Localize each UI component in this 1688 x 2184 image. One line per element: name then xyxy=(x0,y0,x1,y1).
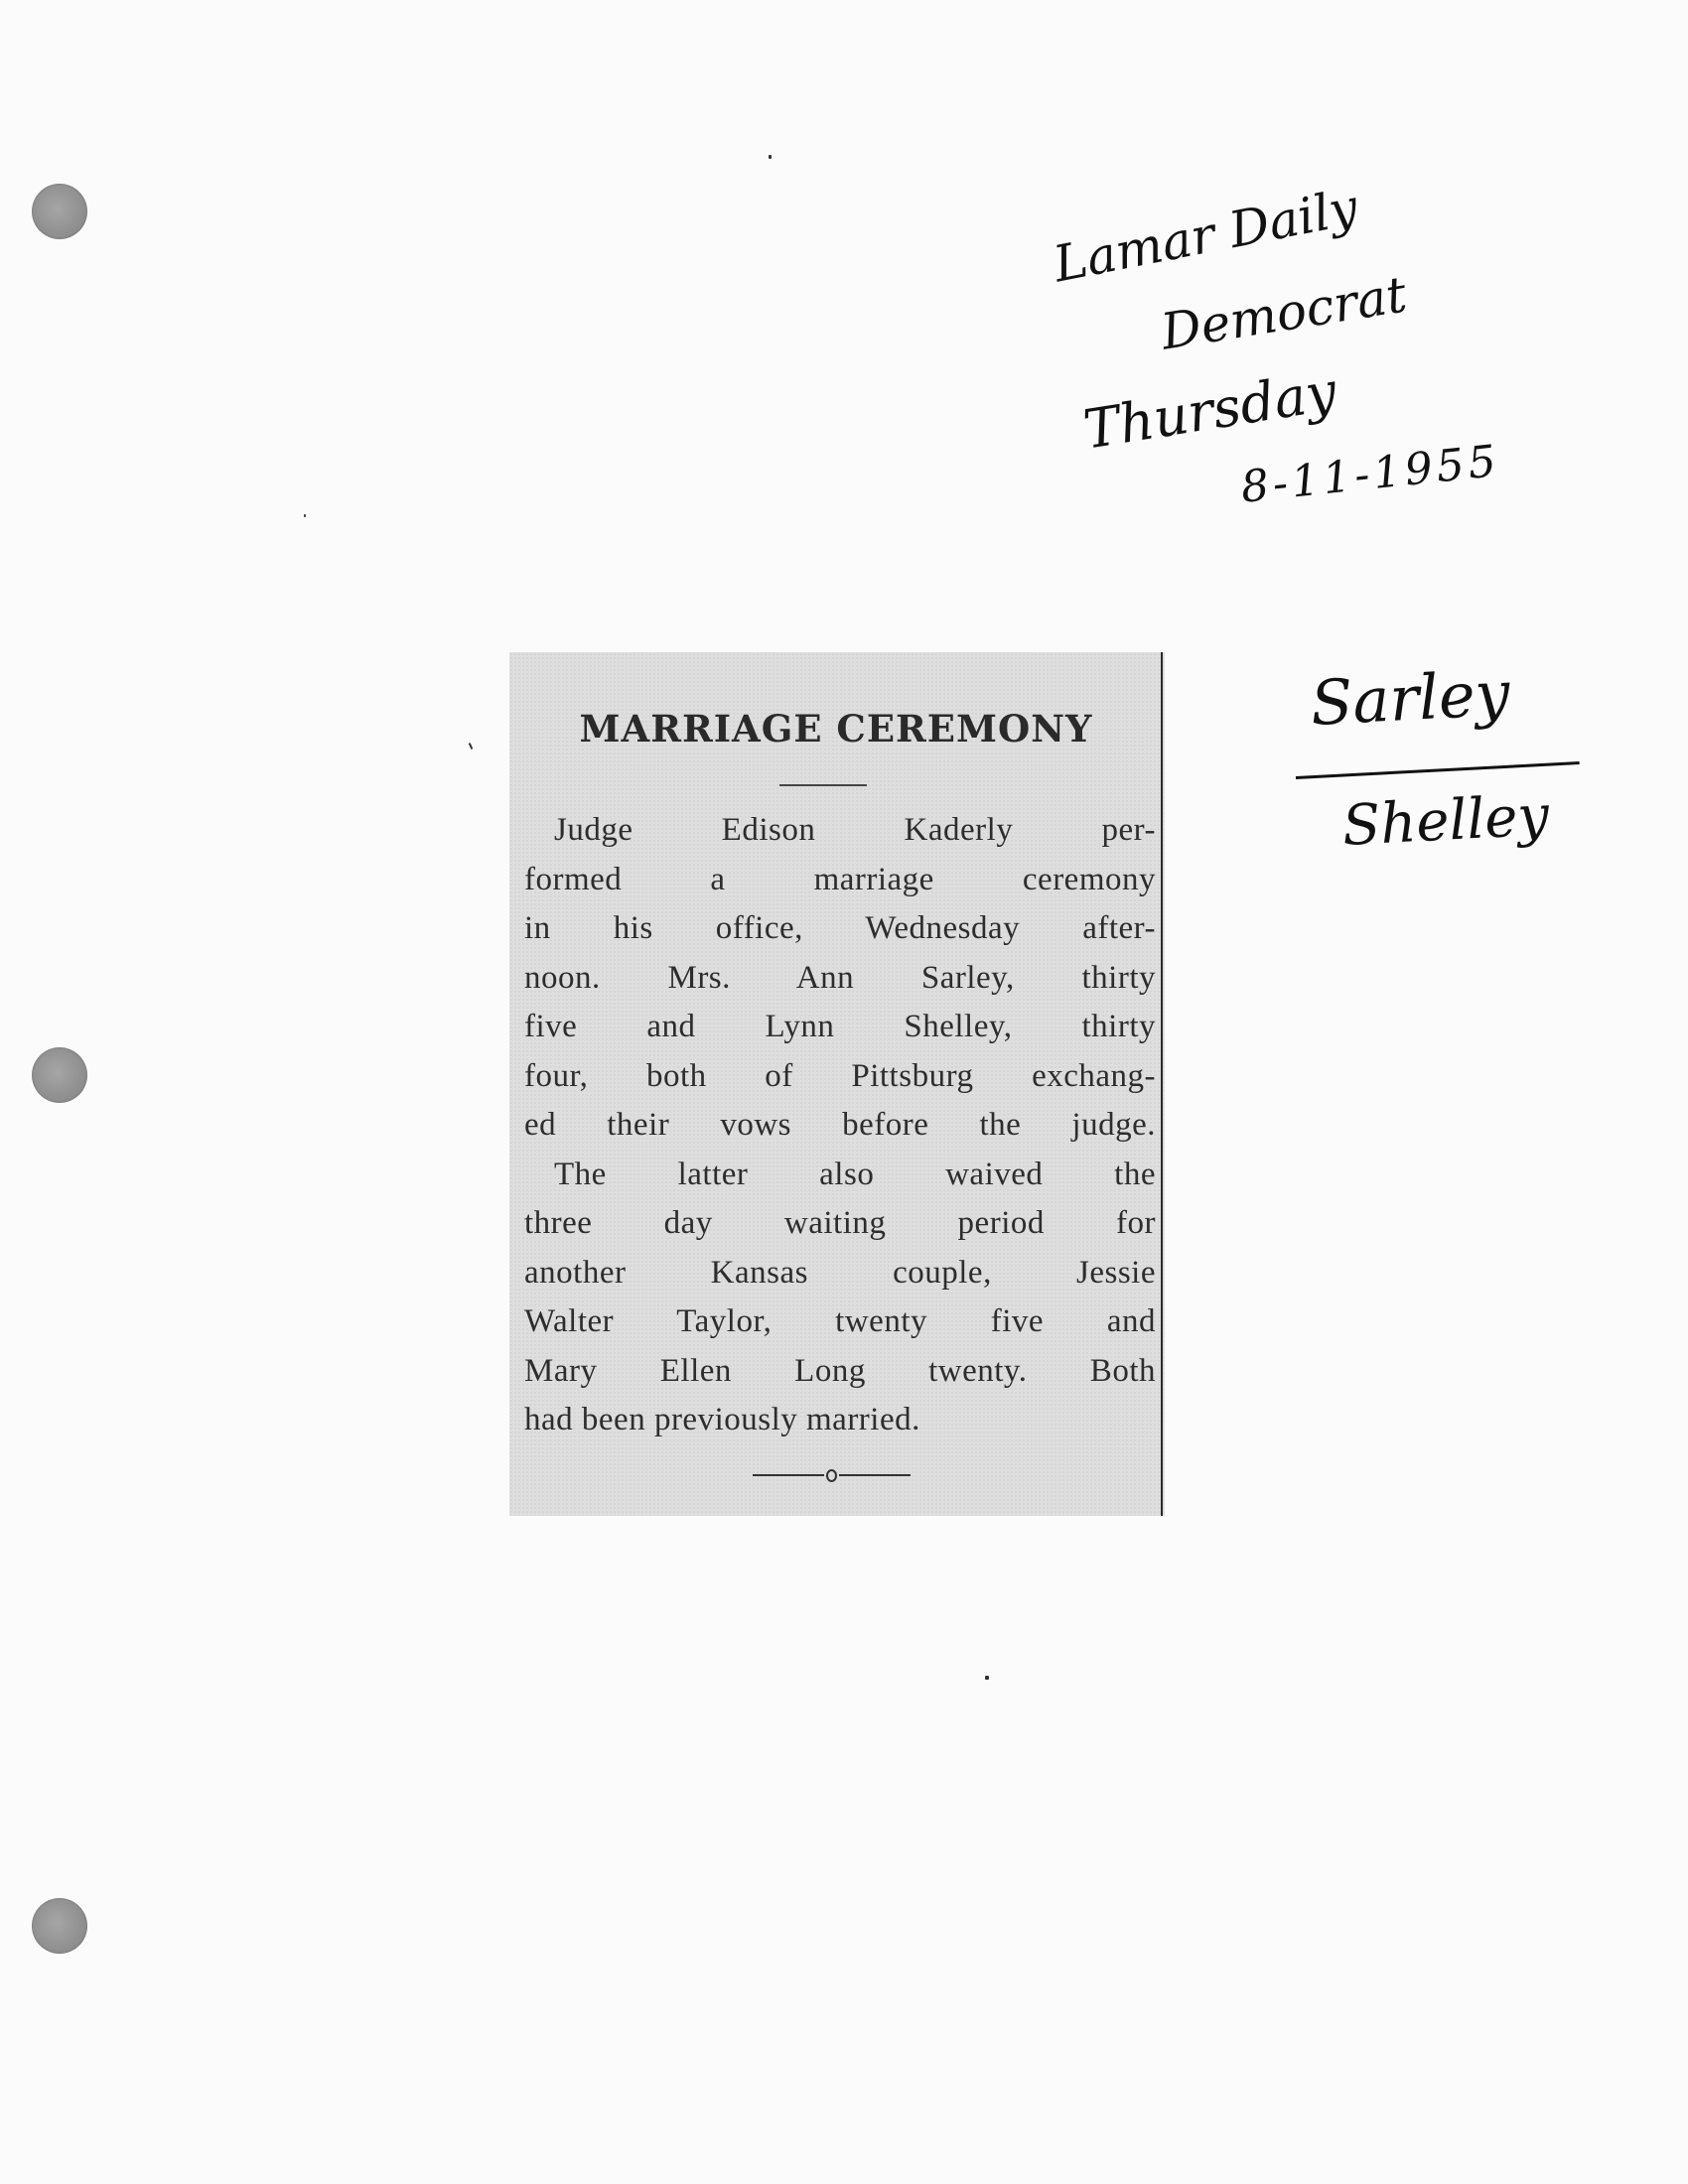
dust-speck xyxy=(985,1676,989,1680)
ornament-divider-bottom xyxy=(533,1465,1129,1485)
ornament-ring xyxy=(826,1469,837,1482)
article-line: Judge Edison Kaderly per- xyxy=(554,812,1156,848)
clipping-column-rule xyxy=(1161,652,1163,1516)
article-line: noon. Mrs. Ann Sarley, thirty xyxy=(524,959,1156,996)
article-line: The latter also waived the xyxy=(554,1156,1156,1192)
article-line: another Kansas couple, Jessie xyxy=(524,1254,1156,1291)
article-line: had been previously married. xyxy=(524,1402,920,1437)
newspaper-clipping xyxy=(509,652,1165,1516)
dust-speck xyxy=(304,514,306,517)
clipping-body xyxy=(524,806,1156,1445)
handwritten-surname-2: Shelley xyxy=(1340,783,1551,859)
punch-hole-bottom xyxy=(32,1898,87,1954)
article-line: three day waiting period for xyxy=(524,1205,1156,1241)
punch-hole-top xyxy=(32,184,87,239)
handwritten-newspaper-name-line2: Democrat xyxy=(1157,265,1411,361)
dust-speck xyxy=(469,743,474,750)
handwritten-newspaper-name-line1: Lamar Daily xyxy=(1049,178,1362,294)
ornament-bar xyxy=(839,1474,911,1476)
handwritten-surname-1: Sarley xyxy=(1309,656,1512,740)
article-line: ed their vows before the judge. xyxy=(524,1107,1156,1143)
ornament-bar xyxy=(753,1474,824,1476)
article-line: five and Lynn Shelley, thirty xyxy=(524,1009,1156,1044)
article-line: four, both of Pittsburg exchang- xyxy=(524,1057,1156,1094)
article-line: formed a marriage ceremony xyxy=(524,861,1156,897)
article-line: Mary Ellen Long twenty. Both xyxy=(524,1352,1156,1389)
headline-rule xyxy=(779,784,867,786)
handwritten-date: 8-11-1955 xyxy=(1238,435,1502,513)
handwritten-day: Thursday xyxy=(1079,359,1341,462)
dust-speck xyxy=(769,155,772,159)
article-line: in his office, Wednesday after- xyxy=(524,910,1156,946)
punch-hole-middle xyxy=(32,1047,87,1103)
handwritten-underline xyxy=(1296,761,1580,779)
article-line: Walter Taylor, twenty five and xyxy=(524,1303,1156,1339)
clipping-headline: MARRIAGE CEREMONY xyxy=(579,707,1093,751)
